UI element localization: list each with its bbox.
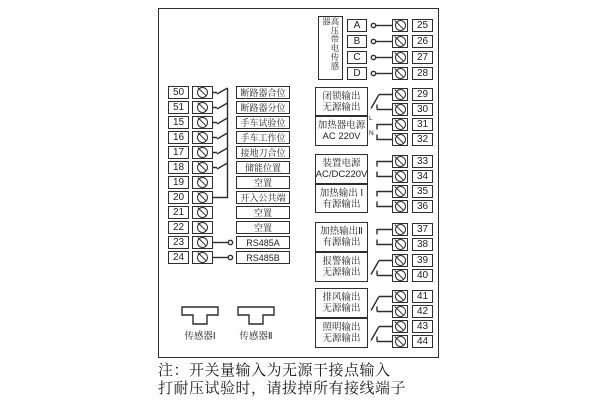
screw-terminal — [192, 221, 213, 234]
screw-terminal — [392, 35, 408, 48]
screw-terminal — [392, 254, 408, 267]
terminal-number: 24 — [168, 251, 189, 264]
screw-terminal-icon — [197, 132, 208, 143]
screw-terminal — [192, 251, 213, 264]
footnote-line-2: 打耐压试验时，请拔掉所有接线端子 — [158, 380, 407, 397]
screw-terminal-icon — [197, 222, 208, 233]
terminal-number: 50 — [168, 86, 189, 99]
terminal-number: 41 — [412, 290, 433, 303]
input-label: 开入公共端 — [236, 191, 290, 204]
wire-label-N: N — [369, 130, 374, 137]
input-label: 接地刀合位 — [236, 146, 290, 159]
screw-terminal — [192, 236, 213, 249]
screw-terminal-icon — [395, 36, 406, 47]
hv-channel: D — [347, 67, 367, 80]
footnote-line-1: 注：开关量输入为无源干接点输入 — [158, 362, 391, 379]
screw-terminal — [192, 116, 213, 129]
input-label: 手车工作位 — [236, 131, 290, 144]
screw-terminal — [192, 146, 213, 159]
terminal-number: 38 — [412, 238, 433, 251]
screw-terminal-icon — [395, 52, 406, 63]
screw-terminal-icon — [395, 336, 406, 347]
screw-terminal — [392, 51, 408, 64]
screw-terminal-icon — [197, 147, 208, 158]
terminal-number: 16 — [168, 131, 189, 144]
terminal-number: 31 — [412, 118, 433, 131]
terminal-number: 40 — [412, 269, 433, 282]
input-label: 断路器分位 — [236, 101, 290, 114]
input-label: RS485B — [236, 251, 290, 264]
screw-terminal — [392, 88, 408, 101]
hv-sensor-label: 高压带电传感器 — [318, 16, 343, 80]
screw-terminal — [392, 170, 408, 183]
screw-terminal — [392, 223, 408, 236]
terminal-number: 51 — [168, 101, 189, 114]
screw-terminal — [192, 101, 213, 114]
input-label: 空置 — [236, 206, 290, 219]
screw-terminal — [192, 131, 213, 144]
output-block-label: 闭锁输出 无源输出 — [315, 87, 368, 116]
screw-terminal — [392, 335, 408, 348]
screw-terminal — [392, 305, 408, 318]
screw-terminal-icon — [395, 255, 406, 266]
screw-terminal-icon — [197, 162, 208, 173]
input-label: 断路器合位 — [236, 86, 290, 99]
screw-terminal-icon — [395, 201, 406, 212]
output-block-label: 装置电源 AC/DC220V — [315, 154, 368, 184]
screw-terminal — [392, 200, 408, 213]
screw-terminal-icon — [197, 237, 208, 248]
screw-terminal — [192, 161, 213, 174]
screw-terminal — [392, 118, 408, 131]
terminal-number: 25 — [412, 19, 433, 32]
screw-terminal — [392, 67, 408, 80]
terminal-number: 22 — [168, 221, 189, 234]
screw-terminal-icon — [395, 291, 406, 302]
sensor-1-label: 传感器Ⅰ — [184, 331, 216, 342]
screw-terminal-icon — [395, 156, 406, 167]
screw-terminal-icon — [197, 87, 208, 98]
terminal-number: 35 — [412, 185, 433, 198]
terminal-number: 32 — [412, 133, 433, 146]
screw-terminal — [392, 290, 408, 303]
terminal-number: 17 — [168, 146, 189, 159]
screw-terminal-icon — [395, 171, 406, 182]
terminal-number: 27 — [412, 51, 433, 64]
screw-terminal-icon — [395, 270, 406, 281]
hv-channel: A — [347, 19, 367, 32]
screw-terminal-icon — [197, 192, 208, 203]
screw-terminal-icon — [197, 102, 208, 113]
terminal-number: 20 — [168, 191, 189, 204]
screw-terminal-icon — [395, 321, 406, 332]
screw-terminal-icon — [395, 239, 406, 250]
terminal-number: 33 — [412, 155, 433, 168]
terminal-number: 43 — [412, 320, 433, 333]
input-label: 空置 — [236, 221, 290, 234]
screw-terminal — [392, 238, 408, 251]
output-block-label: 加热输出 Ⅰ 有源输出 — [315, 184, 368, 213]
screw-terminal-icon — [395, 186, 406, 197]
input-label: RS485A — [236, 236, 290, 249]
screw-terminal-icon — [197, 117, 208, 128]
terminal-number: 34 — [412, 170, 433, 183]
terminal-number: 15 — [168, 116, 189, 129]
screw-terminal — [192, 206, 213, 219]
screw-terminal — [392, 269, 408, 282]
screw-terminal-icon — [395, 89, 406, 100]
terminal-number: 29 — [412, 88, 433, 101]
output-block-label: 加热器电源 AC 220V — [315, 116, 368, 146]
terminal-number: 30 — [412, 103, 433, 116]
terminal-number: 28 — [412, 67, 433, 80]
terminal-number: 19 — [168, 176, 189, 189]
terminal-number: 23 — [168, 236, 189, 249]
screw-terminal-icon — [197, 177, 208, 188]
screw-terminal — [392, 103, 408, 116]
input-label: 空置 — [236, 176, 290, 189]
screw-terminal — [192, 176, 213, 189]
screw-terminal — [392, 133, 408, 146]
screw-terminal — [392, 155, 408, 168]
terminal-number: 18 — [168, 161, 189, 174]
terminal-number: 42 — [412, 305, 433, 318]
screw-terminal — [392, 320, 408, 333]
screw-terminal-icon — [197, 207, 208, 218]
terminal-number: 21 — [168, 206, 189, 219]
screw-terminal — [392, 185, 408, 198]
screw-terminal — [392, 19, 408, 32]
terminal-number: 26 — [412, 35, 433, 48]
terminal-number: 44 — [412, 335, 433, 348]
terminal-number: 39 — [412, 254, 433, 267]
output-block-label: 照明输出 无源输出 — [315, 318, 368, 348]
hv-channel: C — [347, 51, 367, 64]
screw-terminal-icon — [197, 252, 208, 263]
screw-terminal-icon — [395, 68, 406, 79]
output-block-label: 排风输出 无源输出 — [315, 288, 368, 318]
terminal-number: 37 — [412, 223, 433, 236]
screw-terminal-icon — [395, 119, 406, 130]
screw-terminal — [192, 86, 213, 99]
sensor-2-label: 传感器Ⅱ — [239, 331, 273, 342]
screw-terminal-icon — [395, 20, 406, 31]
screw-terminal — [192, 191, 213, 204]
input-label: 手车试验位 — [236, 116, 290, 129]
screw-terminal-icon — [395, 134, 406, 145]
input-label: 储能位置 — [236, 161, 290, 174]
screw-terminal-icon — [395, 104, 406, 115]
hv-channel: B — [347, 35, 367, 48]
wire-label-L: L — [369, 115, 373, 122]
output-block-label: 报警输出 无源输出 — [315, 252, 368, 282]
output-block-label: 加热输出Ⅱ 有源输出 — [315, 222, 368, 252]
screw-terminal-icon — [395, 224, 406, 235]
terminal-number: 36 — [412, 200, 433, 213]
screw-terminal-icon — [395, 306, 406, 317]
